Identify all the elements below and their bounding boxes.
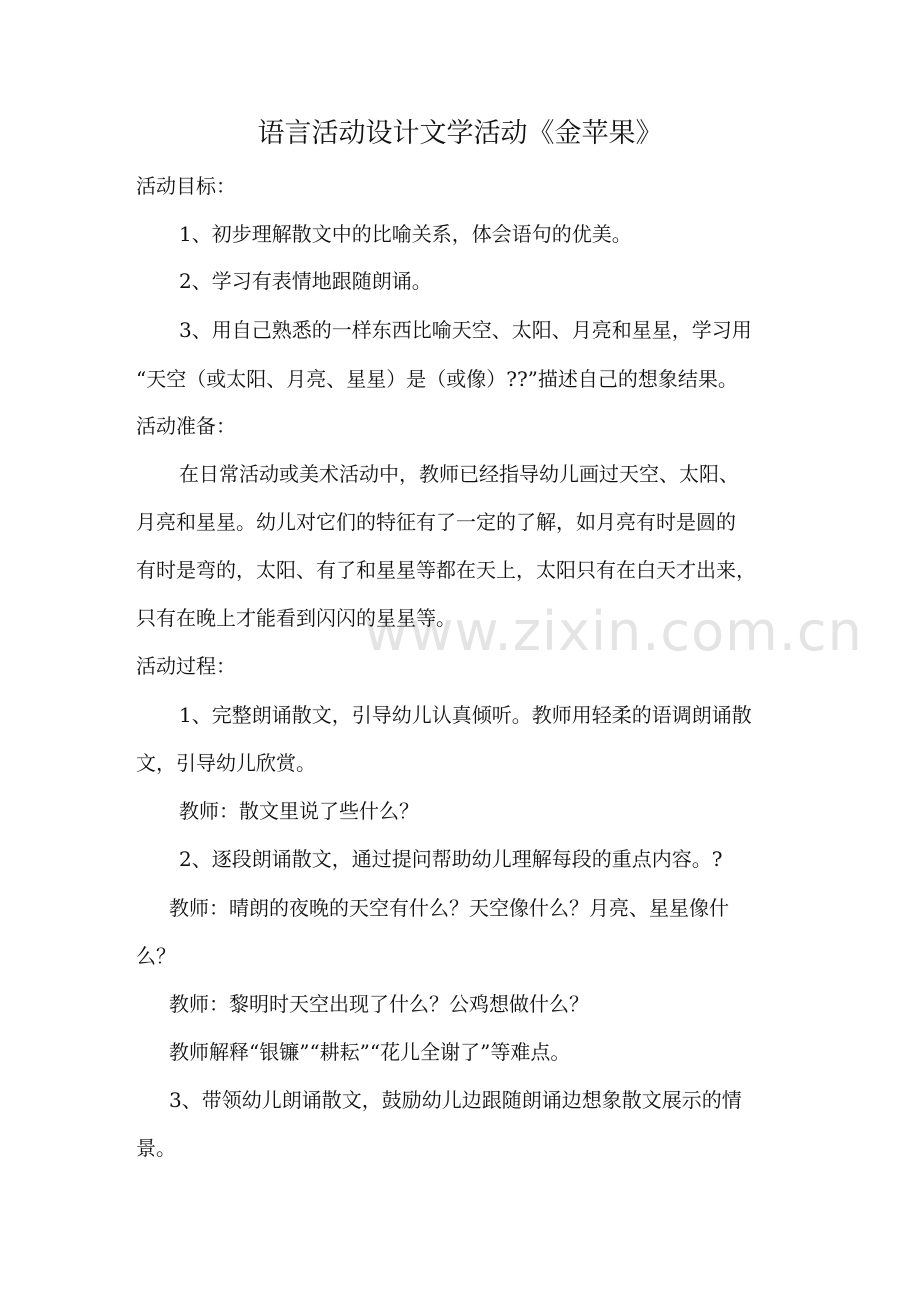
process-line: 景。 — [136, 1136, 176, 1160]
preparation-line: 有时是弯的，太阳、有了和星星等都在天上，太阳只有在白天才出来， — [136, 558, 756, 582]
watermark: www.zixin.com.cn — [364, 600, 863, 663]
goal-line: 3、用自己熟悉的一样东西比喻天空、太阳、月亮和星星，学习用 — [179, 318, 752, 342]
process-line: 教师：散文里说了些什么？ — [179, 799, 419, 823]
process-line: 2、逐段朗诵散文，通过提问帮助幼儿理解每段的重点内容。? — [179, 847, 723, 871]
preparation-line: 在日常活动或美术活动中，教师已经指导幼儿画过天空、太阳、 — [179, 462, 739, 486]
preparation-line: 只有在晚上才能看到闪闪的星星等。 — [136, 606, 456, 630]
section-heading-preparation: 活动准备： — [136, 414, 236, 438]
goal-line: 2、学习有表情地跟随朗诵。 — [179, 269, 432, 293]
process-line: 教师：黎明时天空出现了什么？公鸡想做什么？ — [169, 992, 589, 1016]
process-line: 教师：晴朗的夜晚的天空有什么？天空像什么？月亮、星星像什 — [169, 896, 729, 920]
section-heading-process: 活动过程： — [136, 654, 236, 678]
page-title: 语言活动设计文学活动《金苹果》 — [257, 118, 663, 149]
goal-line: 1、初步理解散文中的比喻关系，体会语句的优美。 — [179, 222, 632, 246]
goal-line: “天空（或太阳、月亮、星星）是（或像）??”描述自己的想象结果。 — [136, 367, 738, 391]
process-line: 教师解释“银镰”“耕耘”“花儿全谢了”等难点。 — [169, 1040, 571, 1064]
preparation-line: 月亮和星星。幼儿对它们的特征有了一定的了解，如月亮有时是圆的 — [136, 510, 736, 534]
process-line: 文，引导幼儿欣赏。 — [136, 751, 316, 775]
section-heading-goals: 活动目标： — [136, 174, 236, 198]
process-line: 1、完整朗诵散文，引导幼儿认真倾听。教师用轻柔的语调朗诵散 — [179, 703, 752, 727]
process-line: 么？ — [136, 944, 176, 968]
process-line: 3、带领幼儿朗诵散文，鼓励幼儿边跟随朗诵边想象散文展示的情 — [169, 1088, 742, 1112]
